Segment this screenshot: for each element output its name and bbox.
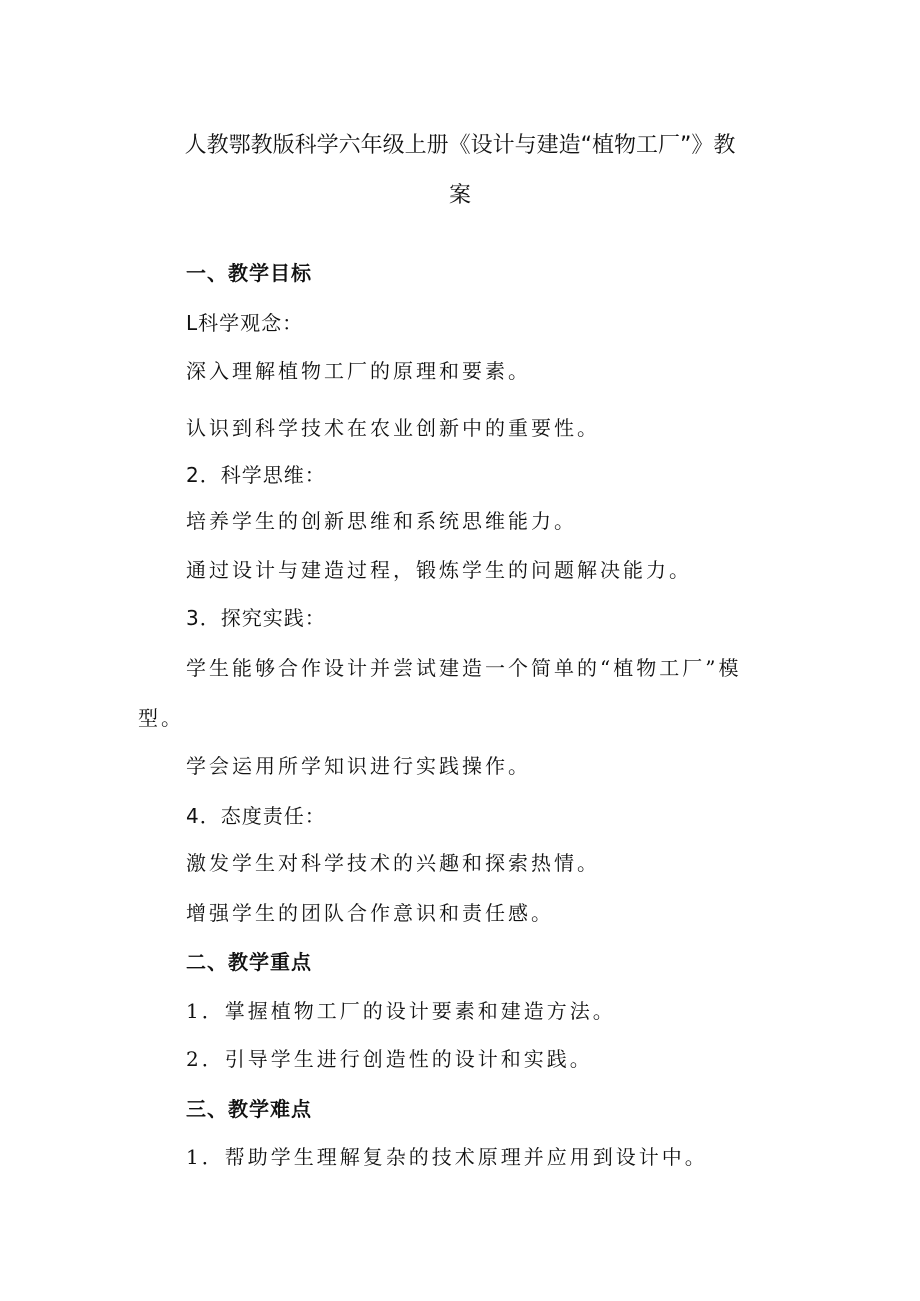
objective-1-paragraph-1: 深入理解植物工厂的原理和要素。 <box>186 359 531 383</box>
objective-3-label: 3．探究实践： <box>186 606 326 630</box>
objective-4-label: 4．态度责任： <box>186 804 326 828</box>
key-point-2: 2．引导学生进行创造性的设计和实践。 <box>186 1047 593 1071</box>
section-heading-difficulties: 三、教学难点 <box>186 1097 312 1121</box>
document-title-line1: 人教鄂教版科学六年级上册《设计与建造“植物工厂”》教 <box>184 133 736 158</box>
key-point-1: 1．掌握植物工厂的设计要素和建造方法。 <box>186 999 616 1023</box>
difficulty-1: 1．帮助学生理解复杂的技术原理并应用到设计中。 <box>186 1145 708 1169</box>
objective-3-paragraph-2: 学会运用所学知识进行实践操作。 <box>186 754 531 778</box>
section-heading-key-points: 二、教学重点 <box>186 950 312 974</box>
section-heading-objectives: 一、教学目标 <box>186 261 312 285</box>
objective-3-paragraph-1a: 学生能够合作设计并尝试建造一个简单的“植物工厂”模 <box>186 656 742 680</box>
objective-2-paragraph-2: 通过设计与建造过程，锻炼学生的问题解决能力。 <box>186 558 692 582</box>
document-title-line2: 案 <box>448 183 471 208</box>
objective-2-paragraph-1: 培养学生的创新思维和系统思维能力。 <box>186 509 577 533</box>
objective-1-paragraph-2: 认识到科学技术在农业创新中的重要性。 <box>186 416 600 440</box>
objective-3-paragraph-1b: 型。 <box>138 706 184 730</box>
objective-2-label: 2．科学思维： <box>186 463 326 487</box>
objective-4-paragraph-2: 增强学生的团队合作意识和责任感。 <box>186 901 554 925</box>
objective-4-paragraph-1: 激发学生对科学技术的兴趣和探索热情。 <box>186 851 600 875</box>
objective-1-label: L科学观念： <box>186 311 304 335</box>
